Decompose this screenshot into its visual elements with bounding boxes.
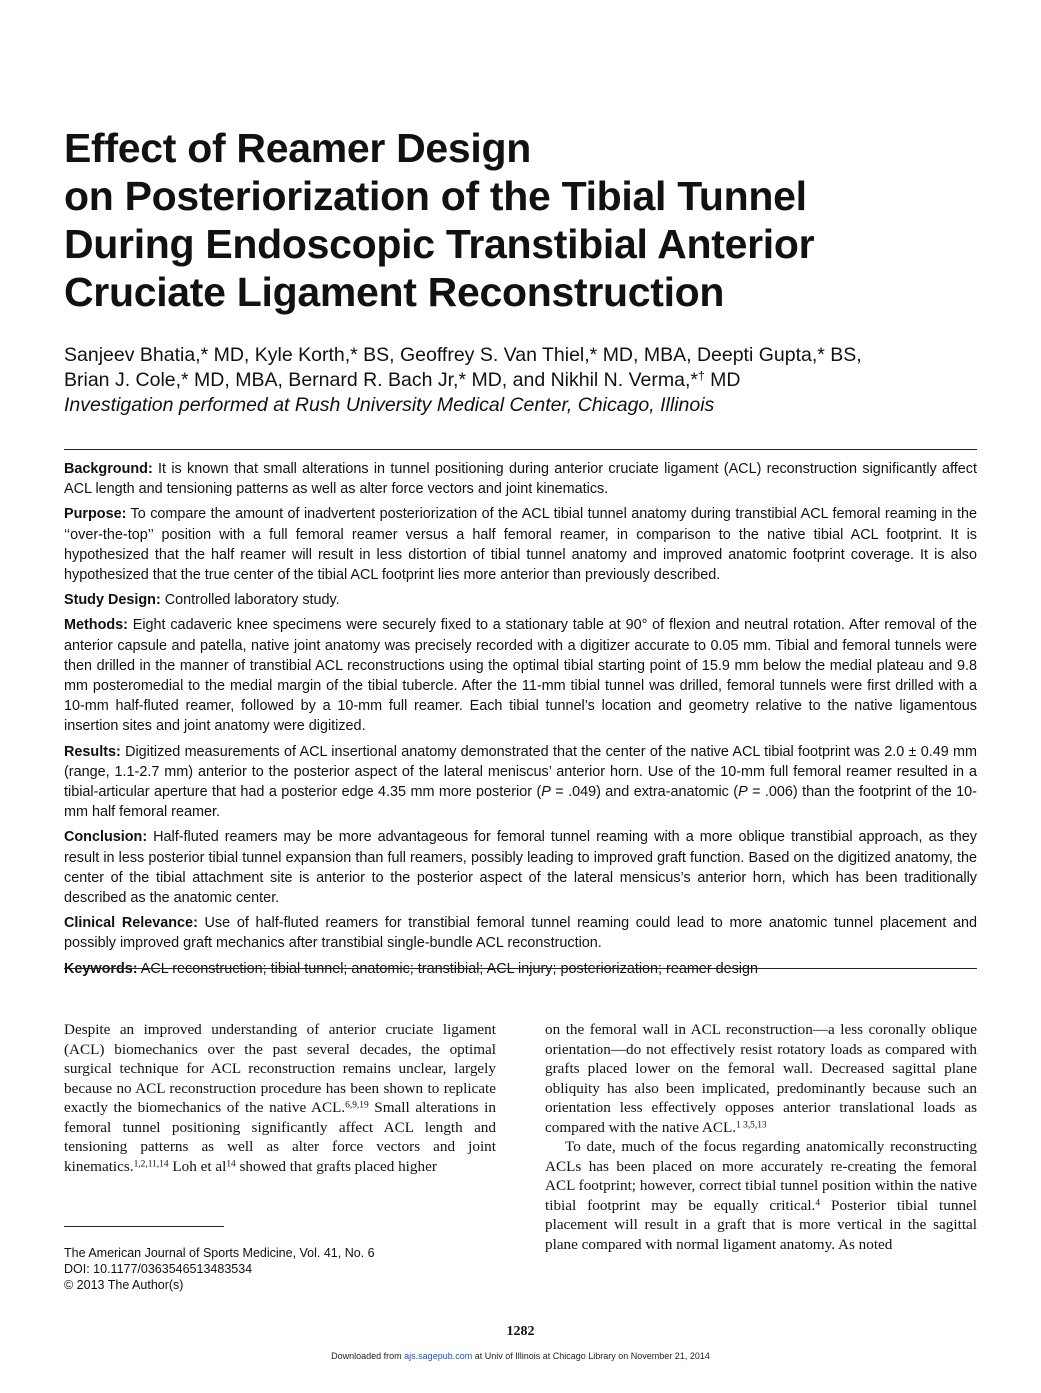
authors-line [64, 368, 979, 393]
body-paragraph [545, 1020, 977, 1137]
body-text: Small alterations in femoral tunnel positioning significantly affect ACL length and tensioning patterns as well as alter force vectors and joint kinematics. [64, 1099, 496, 1175]
body-column-right [545, 1020, 977, 1254]
section-text: Digitized measurements of ACL insertional anatomy demonstrated that the center of the native ACL tibial footprint was 2.0 ± 0.49 mm (range, 1.1-2.7 mm) anterior to the posterior aspect of the lateral meniscus’ anterior horn. Use of the 10-mm full femoral reamer resulted in a tibial-articular aperture that had a posterior edge 4.35 mm more posterior ( [64, 743, 977, 801]
body-text: Loh et al [168, 1157, 227, 1175]
section-label: Purpose: [64, 506, 127, 523]
section-label: Keywords: [64, 960, 138, 977]
abstract-methods [64, 615, 977, 736]
body-text: Posterior tibial tunnel placement will result in a graft that is more vertical in the sagittal plane compared with normal ligament anatomy. As noted [545, 1196, 977, 1253]
section-text: ACL reconstruction; tibial tunnel; anatomic; transtibial; ACL injury; posteriorization; reamer design [137, 960, 759, 977]
section-label: Conclusion: [64, 829, 148, 846]
section-label: Methods: [64, 617, 128, 634]
section-text: Use of half-fluted reamers for transtibial femoral tunnel reaming could lead to more anatomic tunnel placement and possibly improved graft mechanics after transtibial single-bundle ACL reconstruction. [64, 915, 977, 952]
body-paragraph [545, 1137, 977, 1254]
citation: 14 [226, 1158, 236, 1169]
citation: 1 3,5,13 [736, 1119, 767, 1130]
section-text: Eight cadaveric knee specimens were securely fixed to a stationary table at 90° of flexion and neutral rotation. After removal of the anterior capsule and patella, native joint anatomy was precisely recorded with a digitizer accurate to 0.05 mm. Tibial and femoral tunnels were then drilled in the manner of transtibial ACL reconstructions using the optimal tibial starting point of 15.9 mm below the medial plateau and 9.8 mm posteromedial to the medial margin of the tibial tubercle. After the 11-mm tibial tunnel was drilled, femoral tunnels were first drilled with a 10-mm half-fluted reamer, followed by a 10-mm full reamer. Each tibial tunnel’s location and geometry relative to the native ligamentous insertion sites and joint anatomy were digitized. [64, 617, 977, 735]
section-text: = .049) and extra-anatomic ( [550, 784, 739, 801]
journal-citation: The American Journal of Sports Medicine, Vol. 41, No. 6 [64, 1246, 375, 1260]
abstract-purpose [64, 504, 977, 585]
section-label: Results: [64, 743, 121, 760]
abstract-results [64, 742, 977, 823]
abstract-bottom-rule [64, 968, 977, 969]
page-number: 1282 [506, 1324, 535, 1339]
body-text: showed that grafts placed higher [235, 1157, 437, 1175]
section-text: = .006) than the footprint of the 10-mm half femoral reamer. [64, 784, 977, 821]
body-column-left [64, 1020, 496, 1176]
institution: Investigation performed at Rush University Medical Center, Chicago, Illinois [64, 394, 715, 416]
journal-doi: DOI: 10.1177/0363546513483534 [64, 1262, 253, 1276]
abstract-top-rule [64, 449, 977, 450]
journal-copyright: © 2013 The Author(s) [64, 1278, 184, 1292]
article-title [64, 124, 964, 316]
authors-degree: MD [704, 369, 741, 391]
title-line: on Posteriorization of the Tibial Tunnel [64, 173, 807, 219]
dagger-mark: † [697, 368, 705, 383]
abstract-conclusion [64, 827, 977, 908]
title-line: During Endoscopic Transtibial Anterior [64, 221, 815, 267]
section-label: Study Design: [64, 592, 161, 609]
authors-text: Brian J. Cole,* MD, MBA, Bernard R. Bach Jr,* MD, and Nikhil N. Verma,* [64, 369, 698, 391]
journal-site-link[interactable]: ajs.sagepub.com [404, 1351, 473, 1361]
journal-info [64, 1245, 484, 1293]
citation: 4 [815, 1197, 821, 1208]
citation: 1,2,11,14 [133, 1158, 169, 1169]
body-text: Despite an improved understanding of anterior cruciate ligament (ACL) biomechanics over the past several decades, the optimal surgical technique for ACL reconstruction remains unclear, largely because no ACL reconstruction procedure has been shown to replicate exactly the biomechanics of the native ACL. [64, 1021, 496, 1116]
abstract-study-design [64, 590, 977, 610]
section-text: Controlled laboratory study. [160, 592, 340, 609]
p-value-symbol: P [738, 784, 748, 801]
citation: 6,9,19 [345, 1100, 369, 1111]
authors-line: Sanjeev Bhatia,* MD, Kyle Korth,* BS, Geoffrey S. Van Thiel,* MD, MBA, Deepti Gupta,* BS, [64, 344, 862, 366]
download-notice [0, 1351, 1041, 1361]
author-block [64, 343, 979, 418]
abstract-background [64, 459, 977, 499]
abstract-clinical-relevance [64, 913, 977, 953]
p-value-symbol: P [541, 784, 551, 801]
section-text: Half-fluted reamers may be more advantageous for femoral tunnel reaming with a more oblique transtibial approach, as they result in less posterior tibial tunnel expansion than full reamers, possibly leading to improved graft function. Based on the digitized anatomy, the center of the tibial attachment site is anterior to the posterior aspect of the lateral mensicus’s anterior horn, which has been traditionally described as the anatomic center. [64, 829, 977, 907]
section-text: It is known that small alterations in tunnel positioning during anterior cruciate ligament (ACL) reconstruction significantly affect ACL length and tensioning patterns as well as alter force vectors and joint kinematics. [64, 461, 977, 498]
title-line: Effect of Reamer Design [64, 125, 532, 171]
body-paragraph [64, 1020, 496, 1176]
body-text: on the femoral wall in ACL reconstruction—a less coronally oblique orientation—do not effectively resist rotatory loads as compared with grafts placed lower on the femoral wall. Decreased sagittal plane obliquity has also been implicated, predominantly because such an orientation less effectively opposes anterior translational loads as compared with the native ACL. [545, 1021, 977, 1136]
footnote-rule [64, 1226, 224, 1227]
section-label: Background: [64, 461, 153, 477]
abstract [64, 459, 977, 984]
download-prefix: Downloaded from [331, 1351, 405, 1361]
section-text: To compare the amount of inadvertent posteriorization of the ACL tibial tunnel anatomy during transtibial ACL femoral reaming in the ‘‘over-the-top’’ position with a full femoral reamer versus a half femoral reamer, in comparison to the native tibial ACL footprint. It is hypothesized that the half reamer will result in less distortion of tibial tunnel anatomy and improved anatomic footprint coverage. It is also hypothesized that the true center of the tibial ACL footprint lies more anterior than previously described. [64, 506, 977, 584]
title-line: Cruciate Ligament Reconstruction [64, 269, 725, 315]
download-suffix: at Univ of Illinois at Chicago Library on November 21, 2014 [472, 1351, 710, 1361]
body-text: To date, much of the focus regarding anatomically reconstructing ACLs has been placed on more accurately re-creating the femoral ACL footprint; however, correct tibial tunnel position within the native tibial footprint may be equally critical. [545, 1138, 977, 1214]
section-label: Clinical Relevance: [64, 915, 198, 932]
